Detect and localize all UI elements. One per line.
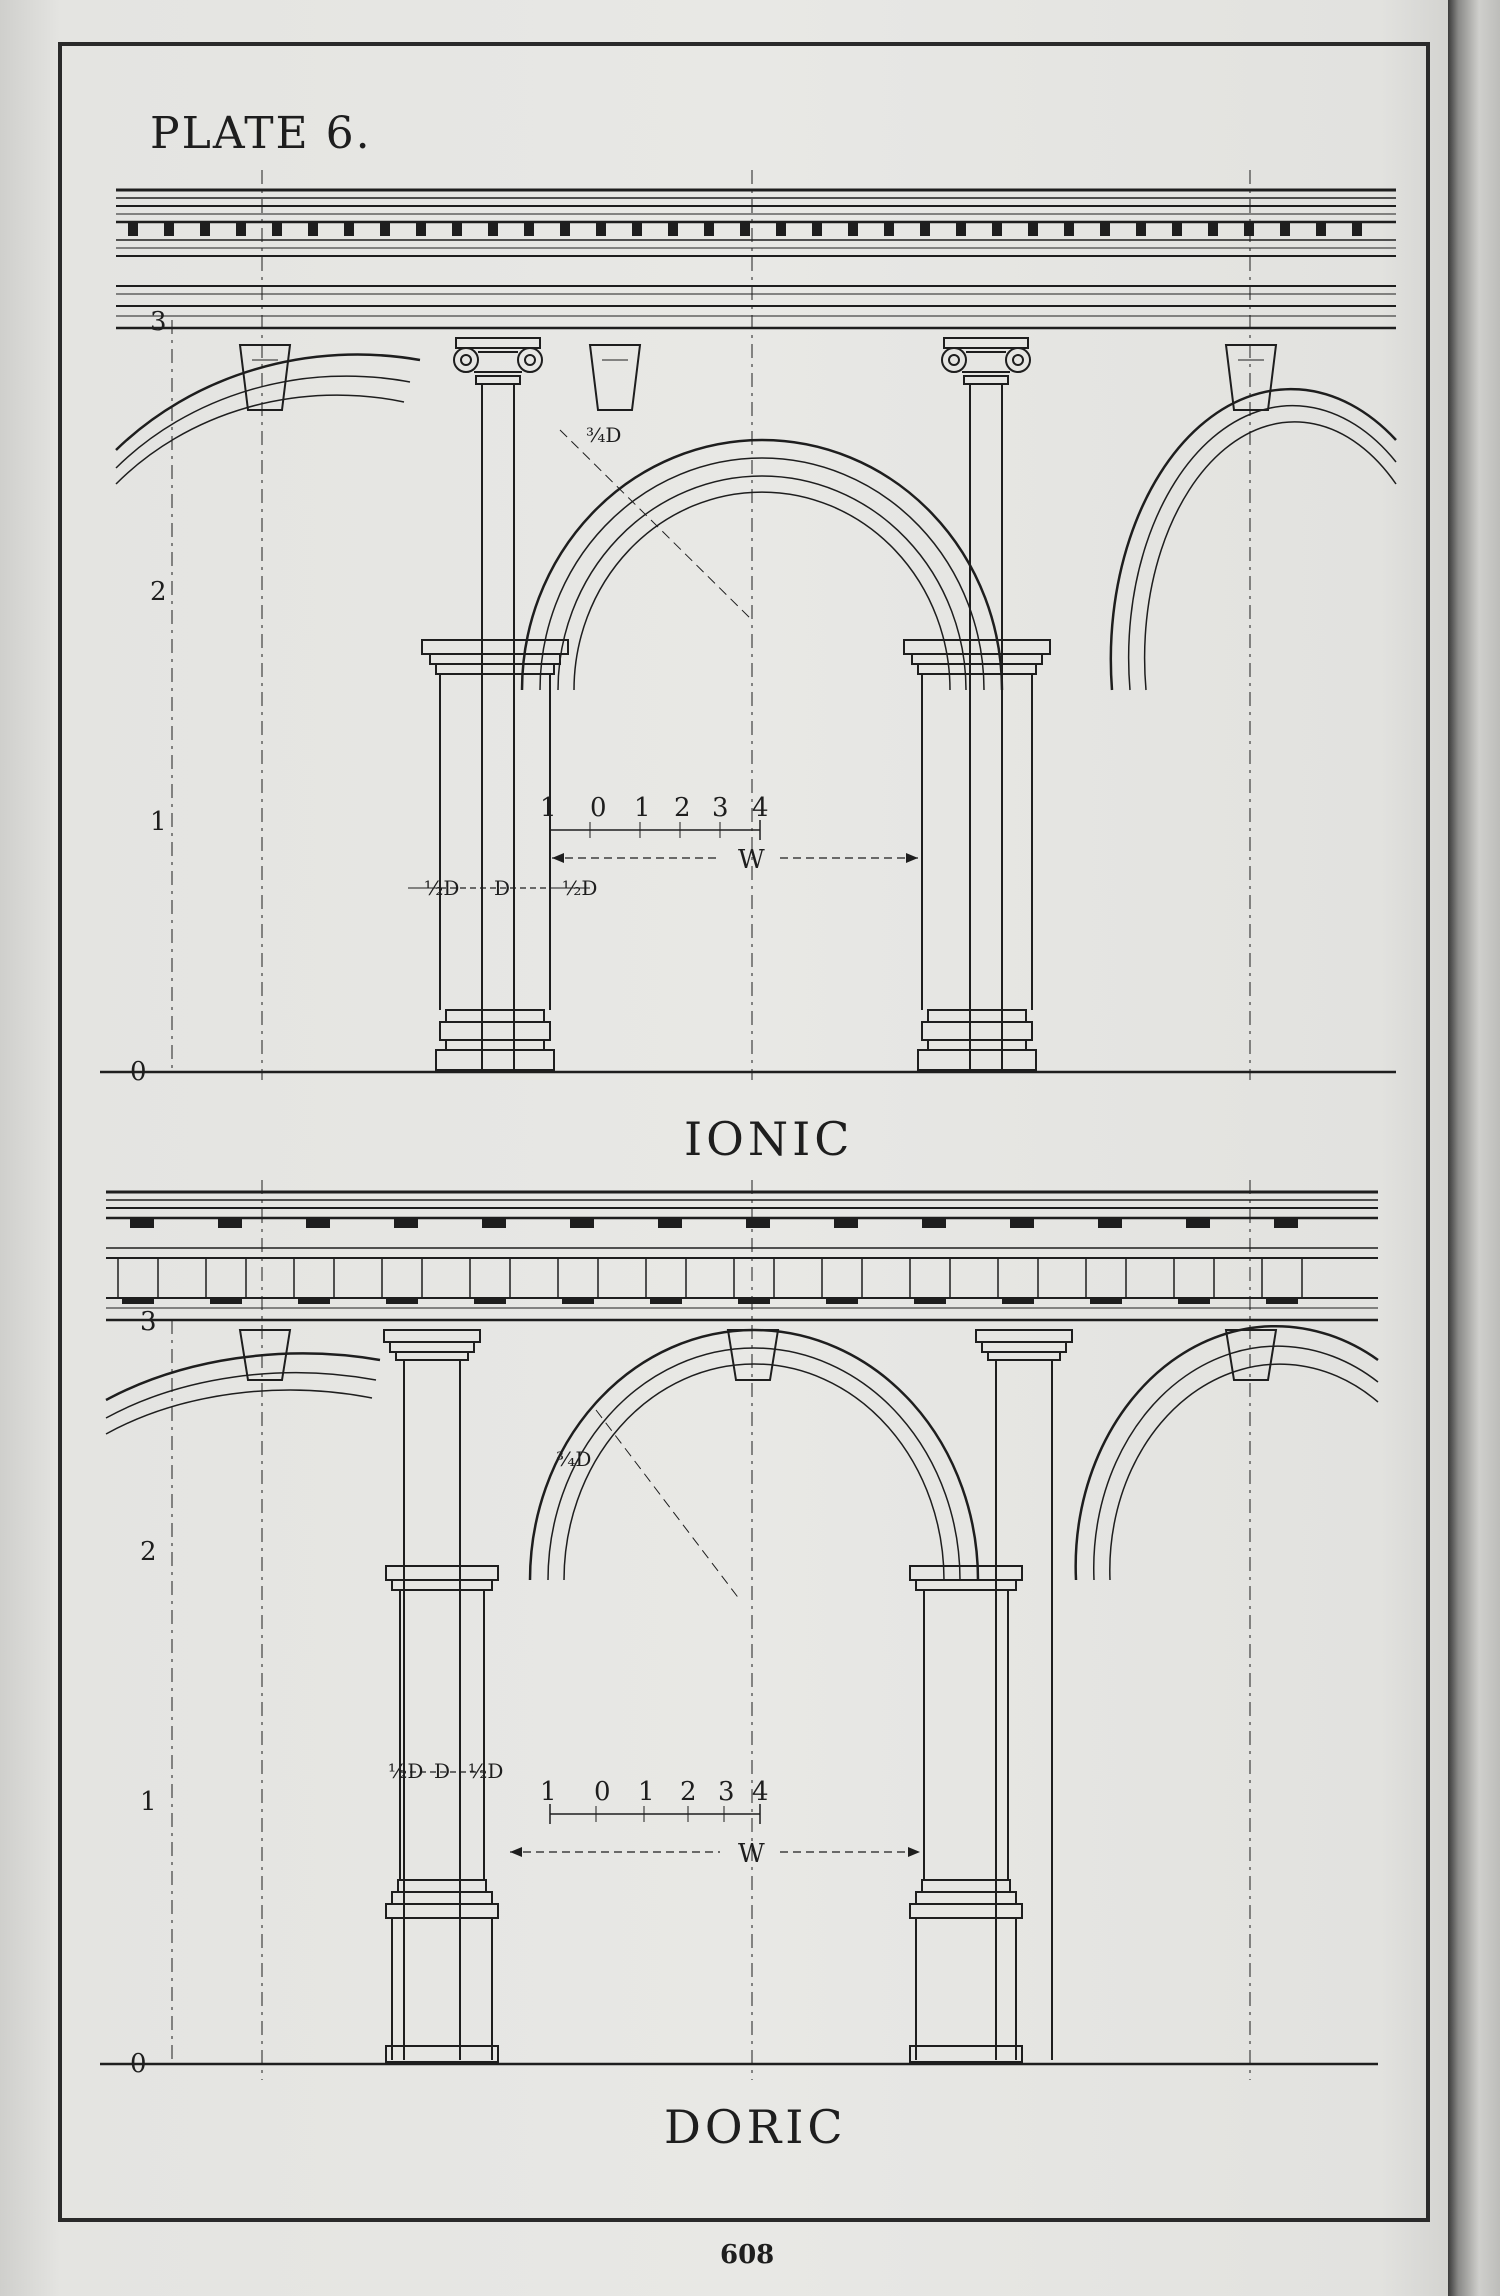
doric-scale-1b: 1 <box>638 1777 655 1807</box>
doric-keystone-label: ¾D <box>556 1447 592 1471</box>
ionic-scale-1: 1 <box>540 793 557 823</box>
ionic-scale-1b: 1 <box>634 793 651 823</box>
doric-scale-1: 1 <box>540 1777 557 1807</box>
doric-width-label: W <box>738 1839 765 1869</box>
doric-entablature <box>106 1192 1378 1320</box>
ionic-scale-3: 3 <box>712 793 729 823</box>
doric-arcade <box>100 1180 1378 2080</box>
ionic-width-label: W <box>738 845 765 875</box>
doric-level-1: 1 <box>140 1787 157 1817</box>
doric-scale-4: 4 <box>752 1777 769 1807</box>
ionic-level-2: 2 <box>150 577 167 607</box>
doric-half-d-left: ½D <box>388 1759 424 1783</box>
ionic-scale-0: 0 <box>590 793 607 823</box>
plate-title: PLATE 6. <box>150 108 372 159</box>
ionic-order-label: IONIC <box>684 1112 854 1166</box>
doric-half-d-right: ½D <box>468 1759 504 1783</box>
doric-level-2: 2 <box>140 1537 157 1567</box>
doric-level-0: 0 <box>130 2049 147 2079</box>
ionic-level-0: 0 <box>130 1057 147 1087</box>
ionic-scale-2: 2 <box>674 793 691 823</box>
doric-order-label: DORIC <box>664 2100 847 2154</box>
ionic-half-d-left: ½D <box>424 876 460 900</box>
ionic-scale-4: 4 <box>752 793 769 823</box>
doric-level-3: 3 <box>140 1307 157 1337</box>
ionic-entablature <box>116 190 1396 328</box>
ionic-d-label: D <box>494 876 511 900</box>
doric-scale-0: 0 <box>594 1777 611 1807</box>
ionic-half-d-right: ½D <box>562 876 598 900</box>
doric-d-label: D <box>434 1759 451 1783</box>
doric-scale-2: 2 <box>680 1777 697 1807</box>
ionic-keystone-label: ¾D <box>586 423 622 447</box>
doric-scale-3: 3 <box>718 1777 735 1807</box>
ionic-level-1: 1 <box>150 807 167 837</box>
page-number: 608 <box>720 2240 775 2270</box>
ionic-level-3: 3 <box>150 307 167 337</box>
